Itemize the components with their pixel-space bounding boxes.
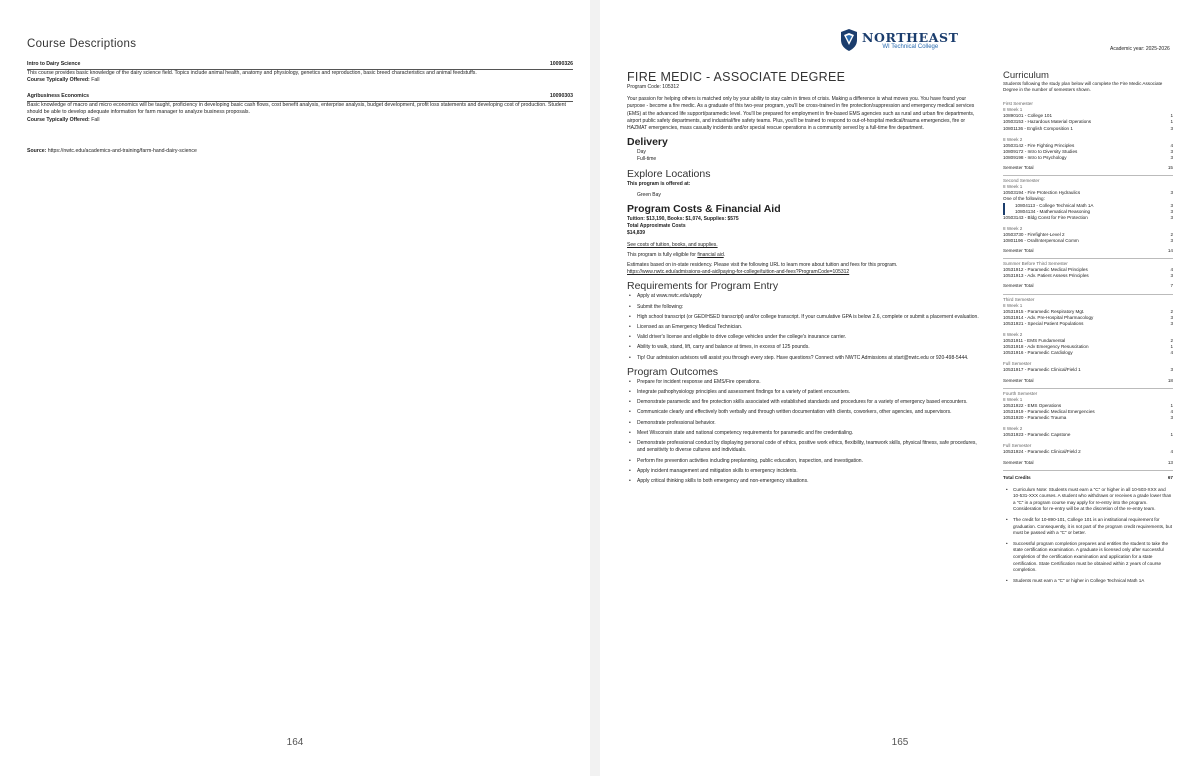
course-credits: 1: [1170, 113, 1173, 119]
page-title: Course Descriptions: [27, 38, 137, 50]
term-label: 8 Week 1: [1003, 107, 1023, 113]
shield-logo-icon: [840, 28, 858, 52]
total-value: 15: [1167, 165, 1173, 171]
semester-title: Third Semester: [1003, 296, 1035, 302]
list-item: • Demonstrate professional behavior.: [627, 420, 981, 427]
course-title: 10531914 - Adv. Pre-Hospital Pharmacology: [1003, 314, 1094, 320]
course-title: 10531921 - Special Patient Populations: [1003, 320, 1084, 326]
course-title: 10801136 - English Composition 1: [1003, 125, 1073, 131]
list-item: • Valid driver's license and eligible to drive college vehicles under the college's insurance carrier.: [627, 334, 981, 341]
course-row: [1003, 126, 1173, 132]
total-label: Semester Total: [1003, 248, 1034, 254]
course-title: 10531924 - Paramedic Clinical/Field 2: [1003, 449, 1081, 455]
course-code: 10090326: [549, 61, 573, 67]
course-title: 10809172 - Intro to Diversity Studies: [1003, 148, 1078, 154]
semester-total: [1003, 165, 1173, 171]
course-credits: 4: [1170, 408, 1173, 414]
divider: [1003, 470, 1173, 471]
location-item: Green Bay: [637, 191, 661, 198]
total-credits: [1003, 475, 1173, 481]
course-title: 10531923 - Paramedic Capstone: [1003, 432, 1071, 438]
costs-breakdown: Tuition: $13,190, Books: $1,074, Supplies: $575: [627, 216, 739, 223]
requirements-list: [627, 293, 981, 361]
semester-total: [1003, 248, 1173, 254]
logo-subtitle: WI Technical College: [882, 43, 939, 50]
course-title: 10531912 - Paramedic Medical Principles: [1003, 267, 1088, 273]
course-credits: 2: [1170, 338, 1173, 344]
course-row: [1003, 321, 1173, 327]
total-credits-value: 67: [1167, 474, 1173, 480]
divider: [1003, 388, 1173, 389]
note-item: • Curriculum Note: Students must earn a "C" or higher in all 10-503-XXX and 10-531-XXX courses. A student who withdraws or receives a grade lower than a "C" in a program course may apply for re-entry into the program. Consideration for re-entry will be at the discretion of the re-entry team.: [1003, 487, 1173, 513]
course-name: Intro to Dairy Science: [27, 61, 81, 67]
course-credits: 3: [1170, 125, 1173, 131]
course-credits: 1: [1170, 402, 1173, 408]
course-code: 10090303: [549, 93, 573, 99]
course-title: 10503194 - Fire Protection Hydraulics: [1003, 190, 1081, 196]
course-credits: 3: [1170, 367, 1173, 373]
delivery-item: Full-time: [637, 156, 657, 163]
total-label: Semester Total: [1003, 459, 1034, 465]
list-item: • Prepare for incident response and EMS/Fire operations.: [627, 379, 981, 386]
estimate-text: Estimates based on in-state residency. Please visit the following URL to learn more about tuition and fees for this program.: [627, 262, 898, 269]
total-label: Semester Total: [1003, 377, 1034, 383]
course-credits: 3: [1170, 214, 1173, 220]
course-title: 10503153 - Hazardous Material Operations: [1003, 119, 1092, 125]
course-credits: 2: [1170, 308, 1173, 314]
term-label: 8 Week 2: [1003, 225, 1023, 231]
note-item: • Successful program completion prepares and entitles the student to take the state certification examination. A graduate is licensed only after successful completion of the certification examination and application for a state certification. State Certification must be obtained within 2 years of course completion.: [1003, 541, 1173, 574]
program-main-column: [627, 70, 981, 488]
total-label: Semester Total: [1003, 165, 1034, 171]
page-gutter: [590, 0, 600, 776]
course-title: 10503143 - Bldg Const for Fire Protection: [1003, 214, 1088, 220]
term-label: 8 Week 2: [1003, 332, 1023, 337]
total-value: 18: [1167, 377, 1173, 383]
list-item: • Communicate clearly and effectively both verbally and through written documentation with clients, coworkers, other agencies, and supervisors.: [627, 409, 981, 416]
college-logo: [840, 28, 959, 52]
list-item: • Meet Wisconsin state and national competency requirements for paramedic and fire credentialing.: [627, 430, 981, 437]
course-row: [1003, 449, 1173, 455]
course-description: This course provides basic knowledge of the dairy science field. Topics include animal health, anatomy and physiology, genetics and reproduction, basic breed characteristics and animal feedstuffs.: [27, 69, 477, 76]
course-description: Basic knowledge of macro and micro economics will be taught, proficiency in developing basic cash flows, cost benefit analysis, enterprise analysis, budget development, profit loss statements and developing cost of production. Student should be able to develop adequate information for farm manager to analyze business proposals.: [27, 101, 566, 116]
list-item: • Perform fire prevention activities including preplanning, public education, inspection, and investigation.: [627, 458, 981, 465]
term-label: 8 Week 1: [1003, 184, 1023, 190]
outcomes-list: [627, 379, 981, 485]
course-title: 10809198 - Intro to Psychology: [1003, 154, 1067, 160]
list-item: • Apply incident management and mitigation skills to emergency incidents.: [627, 468, 981, 475]
financial-aid-link[interactable]: financial aid: [697, 251, 724, 258]
course-title: 10531918 - Adv Emergency Resuscitation: [1003, 344, 1089, 350]
semester-title: Second Semester: [1003, 178, 1040, 184]
total-value: 14: [1167, 248, 1173, 254]
course-credits: 4: [1170, 267, 1173, 273]
list-item: • Ability to walk, stand, lift, carry and balance at times, in excess of 125 pounds.: [627, 344, 981, 351]
right-page: [600, 0, 1200, 776]
course-credits: 2: [1170, 231, 1173, 237]
left-page: [0, 0, 590, 776]
logo-name: NORTHEAST: [862, 29, 959, 45]
tuition-url-link[interactable]: https://www.nwtc.edu/admissions-and-aid/paying-for-college/tuition-and-fees?ProgramCode=105312: [627, 269, 850, 276]
course-title: 10531915 - Paramedic Respiratory Mgt.: [1003, 308, 1085, 314]
total-credits-label: Total Credits: [1003, 474, 1031, 480]
locations-heading: Explore Locations: [627, 167, 711, 180]
total-value: 7: [1170, 283, 1173, 289]
course-title: 10503730 - Firefighter-Level 2: [1003, 231, 1065, 237]
course-row: [1003, 215, 1173, 221]
source-label: Source:: [27, 148, 47, 154]
course-row: [1003, 367, 1173, 373]
course-title: 10890101 - College 101: [1003, 113, 1053, 119]
course-credits: 1: [1170, 119, 1173, 125]
course-credits: 3: [1170, 190, 1173, 196]
costs-total-value: $14,839: [627, 230, 646, 237]
course-row: [1003, 432, 1173, 438]
program-intro: Your passion for helping others is matched only by your ability to stay calm in times of crisis. Making a difference is what moves you. You have found your purpose - become a fire medic. As a graduate of this two-year program, you'll be cross-trained in fire protection/suppression and emergency medical services (EMS) at the advanced life support/paramedic level. You'll be prepared for employment in fire-based EMS agencies such as rural and urban fire departments, airport public safety departments, and industrial/fire safety teams. Plus, you'll be trained to respond to out-of-hospital medical/trauma emergencies, fire or HAZMAT emergencies, mass casualty incidents and/or special rescue operations in a community served by a full-time fire department.: [627, 96, 975, 132]
total-value: 13: [1167, 459, 1173, 465]
list-item: • Apply critical thinking skills to both emergency and non-emergency situations.: [627, 478, 981, 485]
offered-label: Course Typically Offered:: [27, 77, 90, 84]
course-credits: 3: [1170, 208, 1173, 214]
curriculum-heading: Curriculum: [1003, 70, 1049, 81]
costs-link[interactable]: See costs of tuition, books, and supplies.: [627, 241, 718, 248]
course-name: Agribusiness Economics: [27, 93, 89, 99]
term-label: 8 Week 2: [1003, 426, 1023, 432]
divider: [1003, 258, 1173, 259]
course-title: 10531913 - Adv. Patient Assess Principles: [1003, 273, 1089, 279]
choice-label: One of the following:: [1003, 196, 1045, 202]
list-item: • Tip! Our admission advisors will assist you through every step. Have questions? Connect with NWTC Admissions at start@nwtc.edu or 920-498-5444.: [627, 355, 981, 362]
list-item: • High school transcript (or GED/HSED transcript) and/or college transcript. If your cumulative GPA is below 2.6, complete or submit a placement evaluation.: [627, 314, 981, 321]
costs-heading: Program Costs & Financial Aid: [627, 203, 781, 216]
list-item: • Demonstrate paramedic and fire protection skills associated with established standards and procedures for a variety of emergency based encounters.: [627, 399, 981, 406]
costs-total-label: Total Approximate Costs: [627, 223, 686, 230]
course-title: 10531917 - Paramedic Clinical/Field 1: [1003, 367, 1081, 373]
list-item: • Licensed as an Emergency Medical Technician.: [627, 324, 981, 331]
course-entry: [27, 61, 573, 85]
source-link[interactable]: https://nwtc.edu/academics-and-training/farm-hand-dairy-science: [47, 148, 197, 154]
course-credits: 1: [1170, 432, 1173, 438]
aid-period: .: [723, 251, 726, 258]
course-row: [1003, 350, 1173, 356]
list-item: • Submit the following:: [627, 304, 981, 311]
course-credits: 1: [1170, 344, 1173, 350]
list-item: • Apply at www.nwtc.edu/apply: [627, 293, 981, 300]
course-title: 10804134 - Mathematical Reasoning: [1015, 208, 1091, 214]
list-item: • Integrate pathophysiology principles and assessment findings for a variety of patient encounters.: [627, 389, 981, 396]
curriculum-notes: [1003, 487, 1173, 585]
course-credits: 4: [1170, 142, 1173, 148]
course-credits: 3: [1170, 237, 1173, 243]
course-title: 10531922 - EMS Operations: [1003, 402, 1062, 408]
source-line: [27, 148, 197, 154]
course-credits: 3: [1170, 320, 1173, 326]
course-title: 10503142 - Fire Fighting Principles: [1003, 142, 1075, 148]
course-title: 10804113 - College Technical Math 1A: [1015, 202, 1094, 208]
course-row: [1003, 415, 1173, 421]
course-credits: 3: [1170, 148, 1173, 154]
course-title: 10531919 - Paramedic Medical Emergencies: [1003, 408, 1095, 414]
course-credits: 4: [1170, 449, 1173, 455]
note-item: • Students must earn a "C" or higher in College Technical Math 1A: [1003, 578, 1173, 585]
course-title: 10531916 - Paramedic Cardiology: [1003, 350, 1073, 356]
curriculum-intro: Students following the study plan below will complete the Fire Medic Associate Degree in the number of semesters shown.: [1003, 81, 1163, 93]
course-row: [1003, 155, 1173, 161]
delivery-item: Day: [637, 149, 646, 156]
choice-group: [1003, 203, 1173, 215]
offered-value: Fall: [91, 116, 100, 123]
course-credits: 3: [1170, 273, 1173, 279]
divider: [1003, 175, 1173, 176]
semester-title: First Semester: [1003, 101, 1033, 107]
course-credits: 3: [1170, 154, 1173, 160]
semester-title: Summer Before Third Semester: [1003, 261, 1068, 267]
course-title: 10531920 - Paramedic Trauma: [1003, 415, 1067, 421]
course-credits: 3: [1170, 314, 1173, 320]
semester-total: [1003, 283, 1173, 289]
academic-year: Academic year: 2025-2026: [1110, 46, 1170, 52]
course-entry: [27, 93, 573, 124]
term-label: Full Semester: [1003, 443, 1032, 449]
term-label: 8 Week 1: [1003, 396, 1023, 402]
course-row: [1003, 238, 1173, 244]
program-title: FIRE MEDIC - ASSOCIATE DEGREE: [627, 70, 846, 84]
course-credits: 3: [1170, 415, 1173, 421]
term-label: 8 Week 2: [1003, 136, 1023, 142]
semester-total: [1003, 378, 1173, 384]
offered-label: Course Typically Offered:: [27, 116, 90, 123]
term-label: Full Semester: [1003, 361, 1032, 367]
page-number: 164: [286, 737, 304, 748]
curriculum-sidebar: [1003, 70, 1173, 588]
course-title: 10801196 - Oral/Interpersonal Comm: [1003, 237, 1079, 243]
program-code: Program Code: 105312: [627, 84, 679, 90]
aid-text: This program is fully eligible for: [627, 251, 696, 258]
divider: [1003, 294, 1173, 295]
semester-title: Fourth Semester: [1003, 390, 1038, 396]
note-item: • The credit for 10-890-101, College 101 is an institutional requirement for graduation. Consequently, it is not part of the program credit requirements, but must be passed with a "C" or better.: [1003, 517, 1173, 537]
course-credits: 4: [1170, 350, 1173, 356]
page-number: 165: [891, 737, 909, 748]
course-title: 10531911 - EMS Fundamental: [1003, 338, 1066, 344]
term-label: 8 Week 1: [1003, 302, 1023, 308]
outcomes-heading: Program Outcomes: [627, 365, 719, 378]
delivery-heading: Delivery: [627, 136, 668, 149]
locations-label: This program is offered at:: [627, 180, 691, 187]
semester-total: [1003, 460, 1173, 466]
list-item: • Demonstrate professional conduct by displaying personal code of ethics, positive work ethics, flexibility, teamwork skills, physical fitness, safe procedures, and sensitivity to diverse cultures and individuals.: [627, 440, 981, 454]
requirements-heading: Requirements for Program Entry: [627, 280, 779, 293]
total-label: Semester Total: [1003, 283, 1034, 289]
course-credits: 3: [1170, 202, 1173, 208]
offered-value: Fall: [91, 77, 100, 84]
course-row: [1003, 273, 1173, 279]
